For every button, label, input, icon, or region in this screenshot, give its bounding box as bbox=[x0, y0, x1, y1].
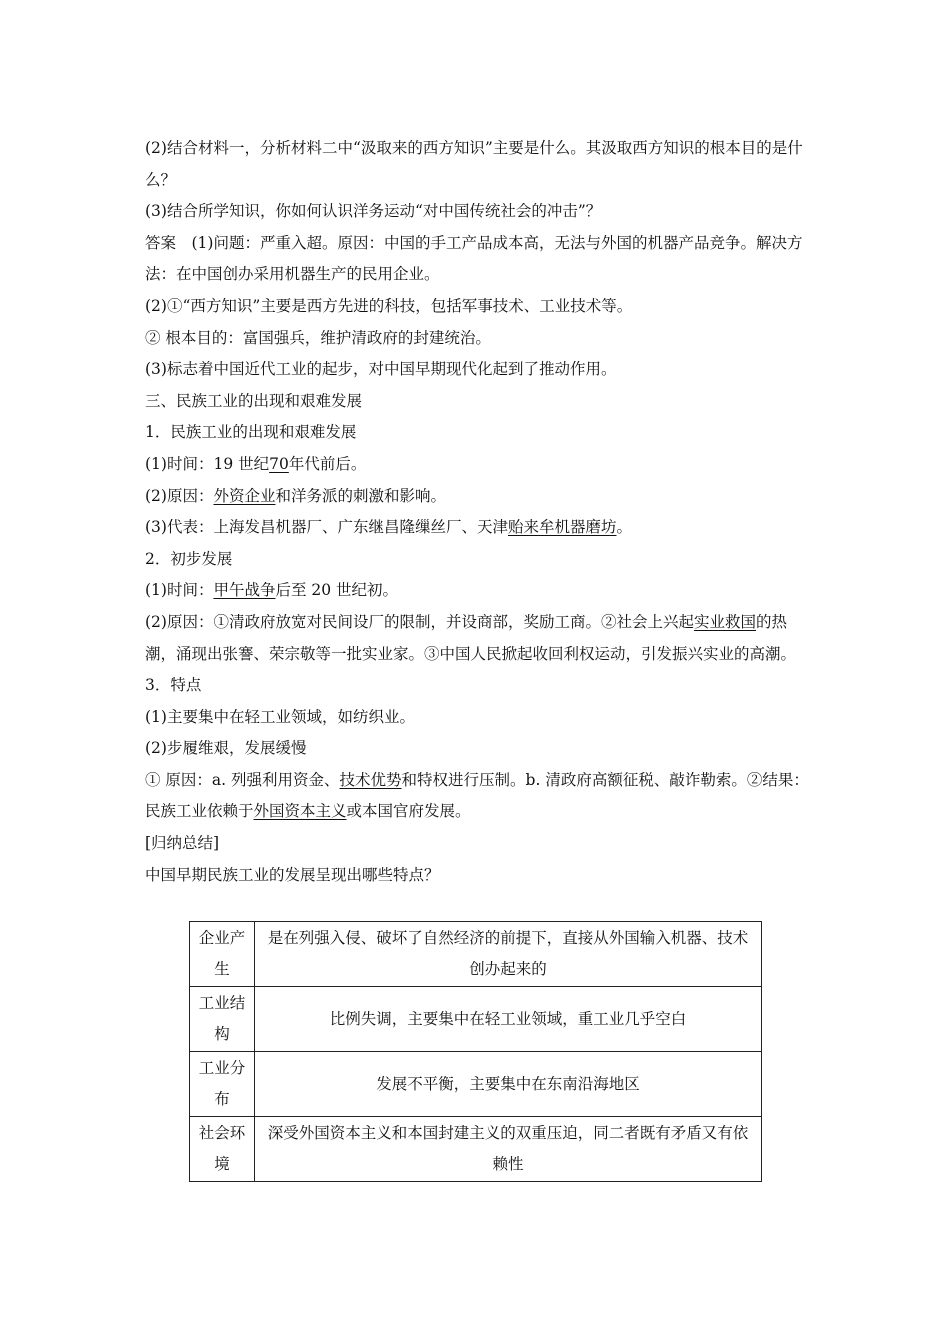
table-key: 企业产生 bbox=[190, 922, 255, 987]
table-row bbox=[190, 1052, 762, 1117]
feature-2: (2)步履维艰，发展缓慢 bbox=[145, 739, 307, 758]
summary-tag: [归纳总结] bbox=[145, 834, 220, 853]
table-value: 是在列强入侵、破坏了自然经济的前提下，直接从外国输入机器、技术创办起来的 bbox=[255, 922, 762, 987]
answer-2b: ② 根本目的：富国强兵，维护清政府的封建统治。 bbox=[145, 328, 491, 347]
feature-1: (1)主要集中在轻工业领域，如纺织业。 bbox=[145, 707, 415, 726]
table-value: 深受外国资本主义和本国封建主义的双重压迫，同二者既有矛盾又有依赖性 bbox=[255, 1117, 762, 1182]
summary-table bbox=[189, 921, 762, 1182]
table-key: 工业分布 bbox=[190, 1052, 255, 1117]
table-key: 社会环境 bbox=[190, 1117, 255, 1182]
subheading-3: 3．特点 bbox=[145, 676, 202, 695]
table-value: 发展不平衡，主要集中在东南沿海地区 bbox=[255, 1052, 762, 1117]
item-time: (1)时间：19 世纪70年代前后。 bbox=[145, 454, 367, 473]
summary-question: 中国早期民族工业的发展呈现出哪些特点？ bbox=[145, 865, 440, 884]
table-key: 工业结构 bbox=[190, 987, 255, 1052]
table-value: 比例失调，主要集中在轻工业领域，重工业几乎空白 bbox=[255, 987, 762, 1052]
table-row bbox=[190, 1117, 762, 1182]
dev-time: (1)时间：甲午战争后至 20 世纪初。 bbox=[145, 581, 399, 600]
answer-1: 答案 (1)问题：严重入超。原因：中国的手工产品成本高，无法与外国的机器产品竞争。解决方法：在中国创办采用机器生产的民用企业。 bbox=[145, 233, 803, 284]
answer-2a: (2)①“西方知识”主要是西方先进的科技，包括军事技术、工业技术等。 bbox=[145, 296, 633, 315]
table-row bbox=[190, 922, 762, 987]
item-reason: (2)原因：外资企业和洋务派的刺激和影响。 bbox=[145, 486, 446, 505]
question-3: (3)结合所学知识，你如何认识洋务运动“对中国传统社会的冲击”？ bbox=[145, 202, 602, 221]
section-heading: 三、民族工业的出现和艰难发展 bbox=[145, 391, 363, 410]
table-row bbox=[190, 987, 762, 1052]
document-body bbox=[145, 133, 810, 891]
answer-3: (3)标志着中国近代工业的起步，对中国早期现代化起到了推动作用。 bbox=[145, 360, 617, 379]
question-2: (2)结合材料一，分析材料二中“汲取来的西方知识”主要是什么。其汲取西方知识的根本目的是什么？ bbox=[145, 139, 803, 189]
feature-2-detail: ① 原因：a. 列强利用资金、技术优势和特权进行压制。b. 清政府高额征税、敲诈勒索。②结果：民族工业依赖于外国资本主义或本国官府发展。 bbox=[145, 770, 809, 821]
item-representative: (3)代表：上海发昌机器厂、广东继昌隆缫丝厂、天津贻来牟机器磨坊。 bbox=[145, 518, 632, 537]
subheading-1: 1．民族工业的出现和艰难发展 bbox=[145, 423, 357, 442]
dev-reason: (2)原因：①清政府放宽对民间设厂的限制，并设商部，奖励工商。②社会上兴起实业救国的热潮，涌现出张謇、荣宗敬等一批实业家。③中国人民掀起收回利权运动，引发振兴实业的高潮。 bbox=[145, 612, 797, 663]
subheading-2: 2．初步发展 bbox=[145, 549, 233, 568]
